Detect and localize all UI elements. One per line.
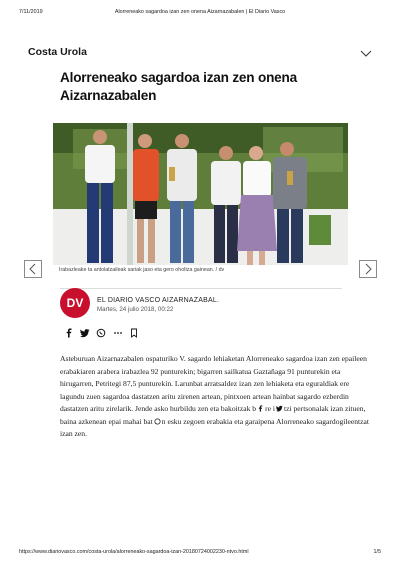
chevron-right-icon (360, 261, 376, 277)
body-part-2: re i (265, 404, 276, 413)
footer-page-number: 1/5 (373, 549, 381, 555)
article-photo[interactable] (53, 123, 348, 265)
section-title[interactable]: Costa Urola (28, 46, 87, 58)
byline-date: Martes, 24 julio 2018, 00:22 (97, 306, 174, 313)
more-icon[interactable] (113, 325, 123, 335)
gallery-prev-button[interactable] (24, 260, 42, 278)
facebook-icon[interactable] (64, 325, 74, 335)
twitter-icon (276, 404, 283, 411)
whatsapp-icon (154, 417, 161, 424)
diario-vasco-logo: DV (60, 288, 90, 318)
section-bar (28, 44, 372, 62)
print-date: 7/11/2019 (19, 9, 43, 15)
article-body (60, 353, 372, 441)
whatsapp-icon[interactable] (96, 325, 106, 335)
chevron-down-icon[interactable] (360, 45, 372, 55)
article-headline: Alorreneako sagardoa izan zen onena Aizarnazabalen (60, 70, 298, 103)
print-header (19, 9, 381, 19)
byline-divider (60, 288, 342, 289)
gallery-next-button[interactable] (359, 260, 377, 278)
facebook-icon (257, 404, 264, 411)
chevron-left-icon (25, 261, 41, 277)
body-part-4: n esku zegoen erabakia eta garaipena Alorreneako sagardogileentzat izan zen. (60, 416, 370, 438)
body-part-3: tzi pertsonalak izan zituen, baina azkenean epai mahai bat (60, 404, 366, 426)
twitter-icon[interactable] (80, 325, 90, 335)
body-part-1: Asteburuan Aizarnazabalen ospaturiko V. sagardo lehiaketan Alorreneako sagardoa izan zen epaileen erabakiaren arabera irabazlea 92 punturekin; bigarren sailkatua Gaztañaga 91 punturekin eta hirugarren, Petritegi 87,5 punturekin. Larunbat arratsaldez izan zen lehiaketa eta eguraldiak ere lagundu zuen sagardoa dastatzen aritu zirenen artean, pintxoen artean hainbat sagardo ezberdin dastatzen aritu zirelarik. Jende asko hurbildu zen eta bakoitzak b (60, 354, 367, 413)
print-page-title: Alorreneako sagardoa izan zen onena Aizarnazabalen | El Diario Vasco (114, 9, 286, 15)
byline-source: EL DIARIO VASCO AIZARNAZABAL. (97, 297, 220, 304)
print-footer (19, 549, 381, 559)
bookmark-icon[interactable] (129, 325, 139, 335)
photo-caption: Irabazleake ta antolatzaileak sariak jaso eta gero oholtza gainean. / dv (59, 267, 225, 273)
footer-url: https://www.diariovasco.com/costa-urola/alorreneako-sagardoa-izan-20180724002230-ntvo.html (19, 549, 249, 555)
